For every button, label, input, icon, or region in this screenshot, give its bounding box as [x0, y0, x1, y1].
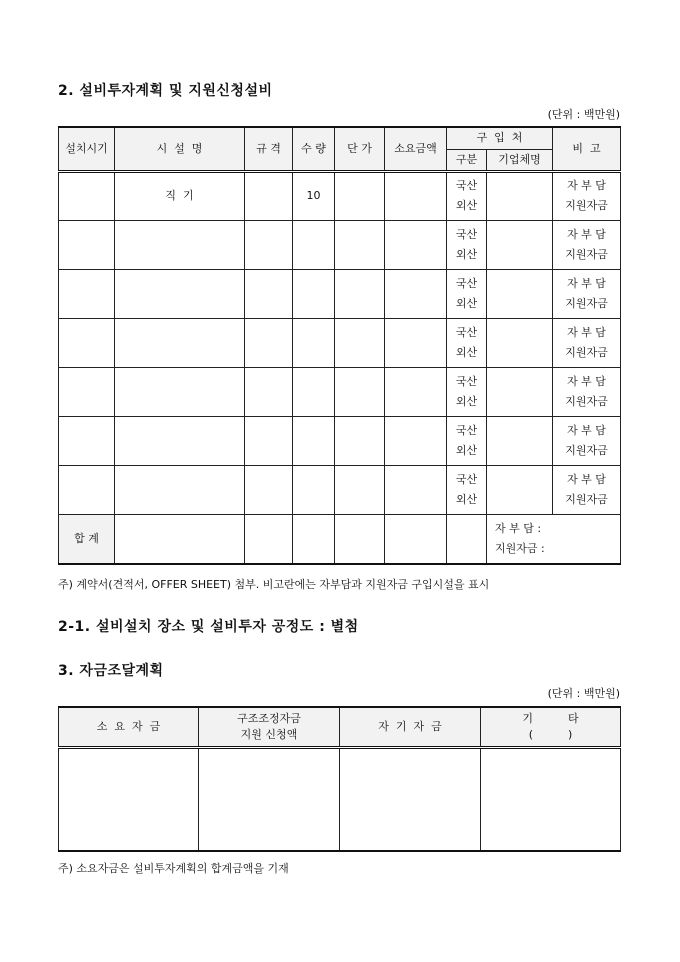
remark-self: 자 부 담: [567, 227, 606, 241]
table-row: [59, 465, 621, 514]
header-price: 단 가: [335, 127, 385, 171]
section2-note: 주) 계약서(견적서, OFFER SHEET) 첨부. 비고란에는 자부담과 지원자금 구입시설을 표시: [58, 578, 490, 591]
header-other-2: ( ): [528, 727, 573, 741]
remark-self: 자 부 담: [567, 179, 606, 192]
table-row: [59, 269, 621, 318]
section3-note: 주) 소요자금은 설비투자계획의 합계금액을 기재: [58, 862, 289, 875]
remark-support: 지원자금: [565, 296, 608, 310]
origin-domestic: 국산: [455, 423, 478, 437]
header-remark: 비 고: [553, 127, 621, 171]
remark-support: 지원자금: [565, 492, 608, 506]
table-row: [59, 220, 621, 269]
header-division: 구분: [447, 149, 487, 171]
total-self: 자 부 담 :: [495, 521, 542, 535]
origin-foreign: 외산: [455, 296, 478, 310]
header-restructure-1: 구조조정자금: [237, 711, 301, 725]
remark-support: 지원자금: [565, 247, 608, 261]
funding-plan-table: [58, 706, 621, 852]
header-other-1: 기 타: [522, 711, 579, 725]
remark-support: 지원자금: [565, 443, 608, 457]
section2-title: 2. 설비투자계획 및 지원신청설비: [58, 83, 273, 99]
total-row: [59, 514, 621, 564]
table-row: [59, 416, 621, 465]
header-spec: 규 격: [245, 127, 293, 171]
table-row: [59, 318, 621, 367]
header-qty: 수 량: [293, 127, 335, 171]
remark-self: 자 부 담: [567, 472, 606, 486]
origin-foreign: 외산: [455, 345, 478, 359]
origin-foreign: 외산: [455, 492, 478, 506]
origin-domestic: 국산: [455, 179, 478, 192]
header-amount: 소요금액: [385, 127, 447, 171]
qty-cell: 10: [293, 171, 335, 220]
funding-row: [59, 747, 621, 851]
remark-support: 지원자금: [565, 199, 608, 212]
header-purchase: 구 입 처: [447, 127, 553, 149]
table-row: [59, 367, 621, 416]
origin-foreign: 외산: [455, 247, 478, 261]
section3-unit: (단위 : 백만원): [547, 687, 620, 700]
remark-self: 자 부 담: [567, 276, 606, 290]
remark-self: 자 부 담: [567, 325, 606, 339]
section2-unit: (단위 : 백만원): [547, 108, 620, 121]
origin-foreign: 외산: [455, 443, 478, 457]
origin-domestic: 국산: [455, 472, 478, 486]
header-own-funds: 자 기 자 금: [340, 707, 481, 747]
remark-self: 자 부 담: [567, 374, 606, 388]
remark-support: 지원자금: [565, 394, 608, 408]
origin-domestic: 국산: [455, 227, 478, 241]
section21-title: 2-1. 설비설치 장소 및 설비투자 공정도 : 별첨: [58, 619, 359, 635]
origin-domestic: 국산: [455, 325, 478, 339]
origin-foreign: 외산: [455, 394, 478, 408]
total-support: 지원자금 :: [495, 541, 545, 555]
origin-domestic: 국산: [455, 276, 478, 290]
origin-foreign: 외산: [455, 199, 478, 212]
total-label: 합 계: [59, 514, 115, 564]
header-facility: 시 설 명: [115, 127, 245, 171]
facility-cell: 직 기: [115, 171, 245, 220]
header-required-funds: 소 요 자 금: [59, 707, 199, 747]
header-company: 기업체명: [487, 149, 553, 171]
header-period: 설치시기: [59, 127, 115, 171]
remark-support: 지원자금: [565, 345, 608, 359]
origin-domestic: 국산: [455, 374, 478, 388]
table-row: [59, 171, 621, 220]
remark-self: 자 부 담: [567, 423, 606, 437]
section3-title: 3. 자금조달계획: [58, 663, 164, 679]
header-restructure-2: 지원 신청액: [240, 727, 298, 741]
equipment-plan-table: [58, 126, 621, 565]
